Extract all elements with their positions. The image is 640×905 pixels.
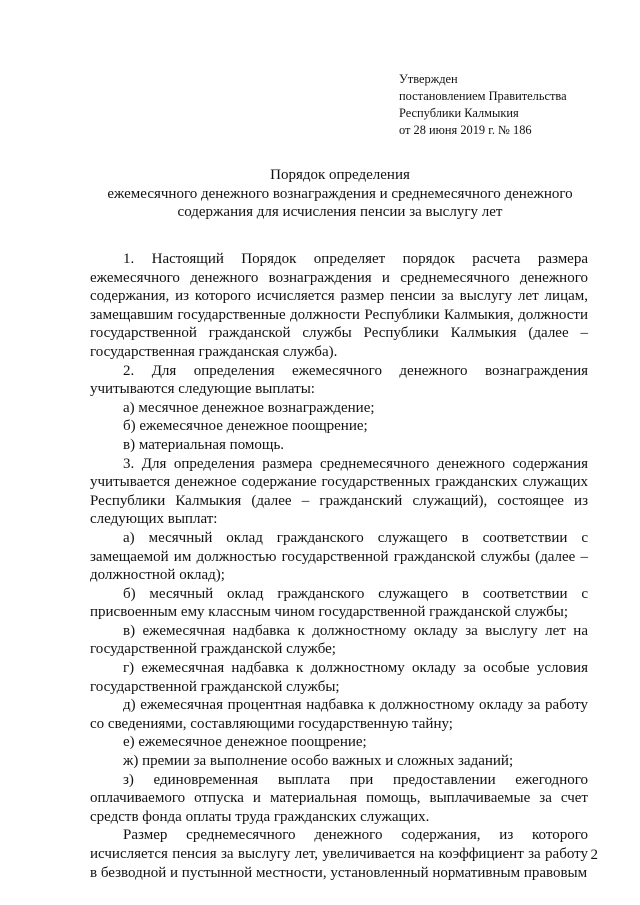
paragraph-2: 2. Для определения ежемесячного денежного вознаграждения учитываются следующие выплаты: xyxy=(90,362,588,398)
paragraph-3: 3. Для определения размера среднемесячного денежного содержания учитывается денежное содержание государственных гражданских служащих Республики Калмыкия (далее – гражданский служащий), состоящее из следующих выплат: xyxy=(90,455,588,528)
list-item-2b: б) ежемесячное денежное поощрение; xyxy=(123,418,368,435)
document-title xyxy=(70,166,610,222)
approval-line: Республики Калмыкия xyxy=(399,106,519,120)
document-body xyxy=(90,250,588,882)
list-item-3f: е) ежемесячное денежное поощрение; xyxy=(123,734,367,751)
list-item-3d: г) ежемесячная надбавка к должностному окладу за особые условия государственной гражданской службы; xyxy=(90,660,588,695)
approval-line: Утвержден xyxy=(399,72,458,86)
title-line: ежемесячного денежного вознаграждения и среднемесячного денежного xyxy=(107,185,573,202)
list-item-3a: а) месячный оклад гражданского служащего в соответствии с замещаемой им должностью государственной гражданской службы (далее – должностной оклад); xyxy=(90,529,588,584)
title-line: содержания для исчисления пенсии за выслугу лет xyxy=(177,204,503,220)
page-number: 2 xyxy=(590,847,598,863)
list-item-2a: а) месячное денежное вознаграждение; xyxy=(123,399,375,416)
list-item-3e: д) ежемесячная процентная надбавка к должностному окладу за работу со сведениями, составляющими государственную тайну; xyxy=(90,697,588,732)
paragraph-1: 1. Настоящий Порядок определяет порядок расчета размера ежемесячного денежного вознаграждения и среднемесячного денежного содержания, из которого исчисляется размер пенсии за выслугу лет лицам, замещавшим государственные должности Республики Калмыкия, должности государственной гражданской службы Республики Калмыкия (далее – государственная гражданская служба). xyxy=(90,251,588,360)
list-item-2c: в) материальная помощь. xyxy=(123,436,285,453)
approval-stamp xyxy=(399,71,619,139)
title-line: Порядок определения xyxy=(270,167,410,183)
approval-line: постановлением Правительства xyxy=(399,89,567,103)
list-item-3h: з) единовременная выплата при предоставлении ежегодного оплачиваемого отпуска и материальная помощь, выплачиваемые за счет средств фонда оплаты труда гражданских служащих. xyxy=(90,771,588,825)
list-item-3b: б) месячный оклад гражданского служащего в соответствии с присвоенным ему классным чином государственной гражданской службы; xyxy=(90,585,588,621)
list-item-3g: ж) премии за выполнение особо важных и сложных заданий; xyxy=(123,753,514,770)
approval-line: от 28 июня 2019 г. № 186 xyxy=(399,123,532,137)
paragraph-4: Размер среднемесячного денежного содержания, из которого исчисляется пенсия за выслугу лет, увеличивается на коэффициент за работу в безводной и пустынной местности, установленный нормативным правовым xyxy=(90,827,588,881)
list-item-3c: в) ежемесячная надбавка к должностному окладу за выслугу лет на государственной гражданской службе; xyxy=(90,622,588,658)
